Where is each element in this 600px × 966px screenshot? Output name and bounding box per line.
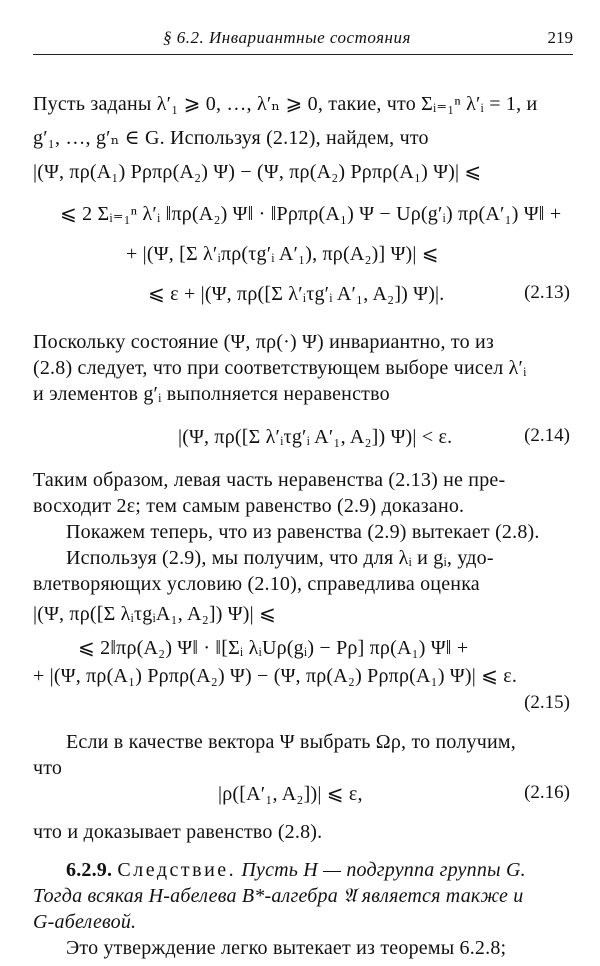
text-line: что [33,757,63,779]
text-line: Используя (2.9), мы получим, что для λᵢ и gᵢ, удо- [66,547,494,569]
equation-line: ⩽ ε + |(Ψ, πρ([Σ λ′ᵢτg′ᵢ A′₁, A₂]) Ψ)|. [148,283,445,305]
section-title: § 6.2. Инвариантные состояния [163,28,411,47]
running-header [33,26,573,55]
equation-number: (2.13) [524,282,570,303]
equation-number: (2.16) [524,782,570,803]
text-line: g′₁, …, g′ₙ ∈ G. Используя (2.12), найдем, что [33,127,429,149]
equation-line: + |(Ψ, [Σ λ′ᵢπρ(τg′ᵢ A′₁), πρ(A₂)] Ψ)| ⩽ [126,243,439,265]
equation-line: ⩽ 2‖πρ(A₂) Ψ‖ · ‖[Σᵢ λᵢUρ(gᵢ) − Pρ] πρ(A₁) Ψ‖ + [78,637,469,659]
corollary-text: G-абелевой. [33,911,137,933]
text-line: что и доказывает равенство (2.8). [33,821,323,843]
text-line: Это утверждение легко вытекает из теоремы 6.2.8; [66,937,507,959]
corollary-label: Следствие. [117,859,237,881]
equation-line: |(Ψ, πρ([Σ λ′ᵢτg′ᵢ A′₁, A₂]) Ψ)| < ε. [178,426,453,448]
equation-line: + |(Ψ, πρ(A₁) Pρπρ(A₂) Ψ) − (Ψ, πρ(A₂) Pρπρ(A₁) Ψ)| ⩽ ε. [33,665,518,687]
text-line: Пусть заданы λ′₁ ⩾ 0, …, λ′ₙ ⩾ 0, такие, что Σᵢ₌₁ⁿ λ′ᵢ = 1, и [33,93,538,115]
equation-line: ⩽ 2 Σᵢ₌₁ⁿ λ′ᵢ ‖πρ(A₂) Ψ‖ · ‖Pρπρ(A₁) Ψ − Uρ(g′ᵢ) πρ(A′₁) Ψ‖ + [60,203,562,225]
equation-number: (2.14) [524,425,570,446]
corollary-line [66,858,526,882]
equation-line: |ρ([A′₁, A₂])| ⩽ ε, [218,783,363,805]
text-line: и элементов g′ᵢ выполняется неравенство [33,383,390,405]
text-line: восходит 2ε; тем самым равенство (2.9) доказано. [33,495,465,517]
equation-line: |(Ψ, πρ(A₁) Pρπρ(A₂) Ψ) − (Ψ, πρ(A₂) Pρπρ(A₁) Ψ)| ⩽ [33,161,482,183]
text-line: Поскольку состояние (Ψ, πρ(·) Ψ) инвариантно, то из [33,331,494,353]
equation-number: (2.15) [524,692,570,713]
equation-line: |(Ψ, πρ([Σ λᵢτgᵢA₁, A₂]) Ψ)| ⩽ [33,603,276,625]
text-line: Покажем теперь, что из равенства (2.9) вытекает (2.8). [66,521,540,543]
text-line: (2.8) следует, что при соответствующем выборе чисел λ′ᵢ [33,357,527,379]
text-line: влетворяющих условию (2.10), справедлива оценка [33,573,480,595]
text-line: Таким образом, левая часть неравенства (2.13) не пре- [33,469,506,491]
page-number: 219 [547,28,573,47]
corollary-number: 6.2.9. [66,859,113,881]
corollary-text: Тогда всякая H-абелева B*-алгебра 𝔄 является также и [33,885,524,907]
text-line: Если в качестве вектора Ψ выбрать Ωρ, то получим, [66,731,516,753]
corollary-text: Пусть H — подгруппа группы G. [241,859,526,881]
